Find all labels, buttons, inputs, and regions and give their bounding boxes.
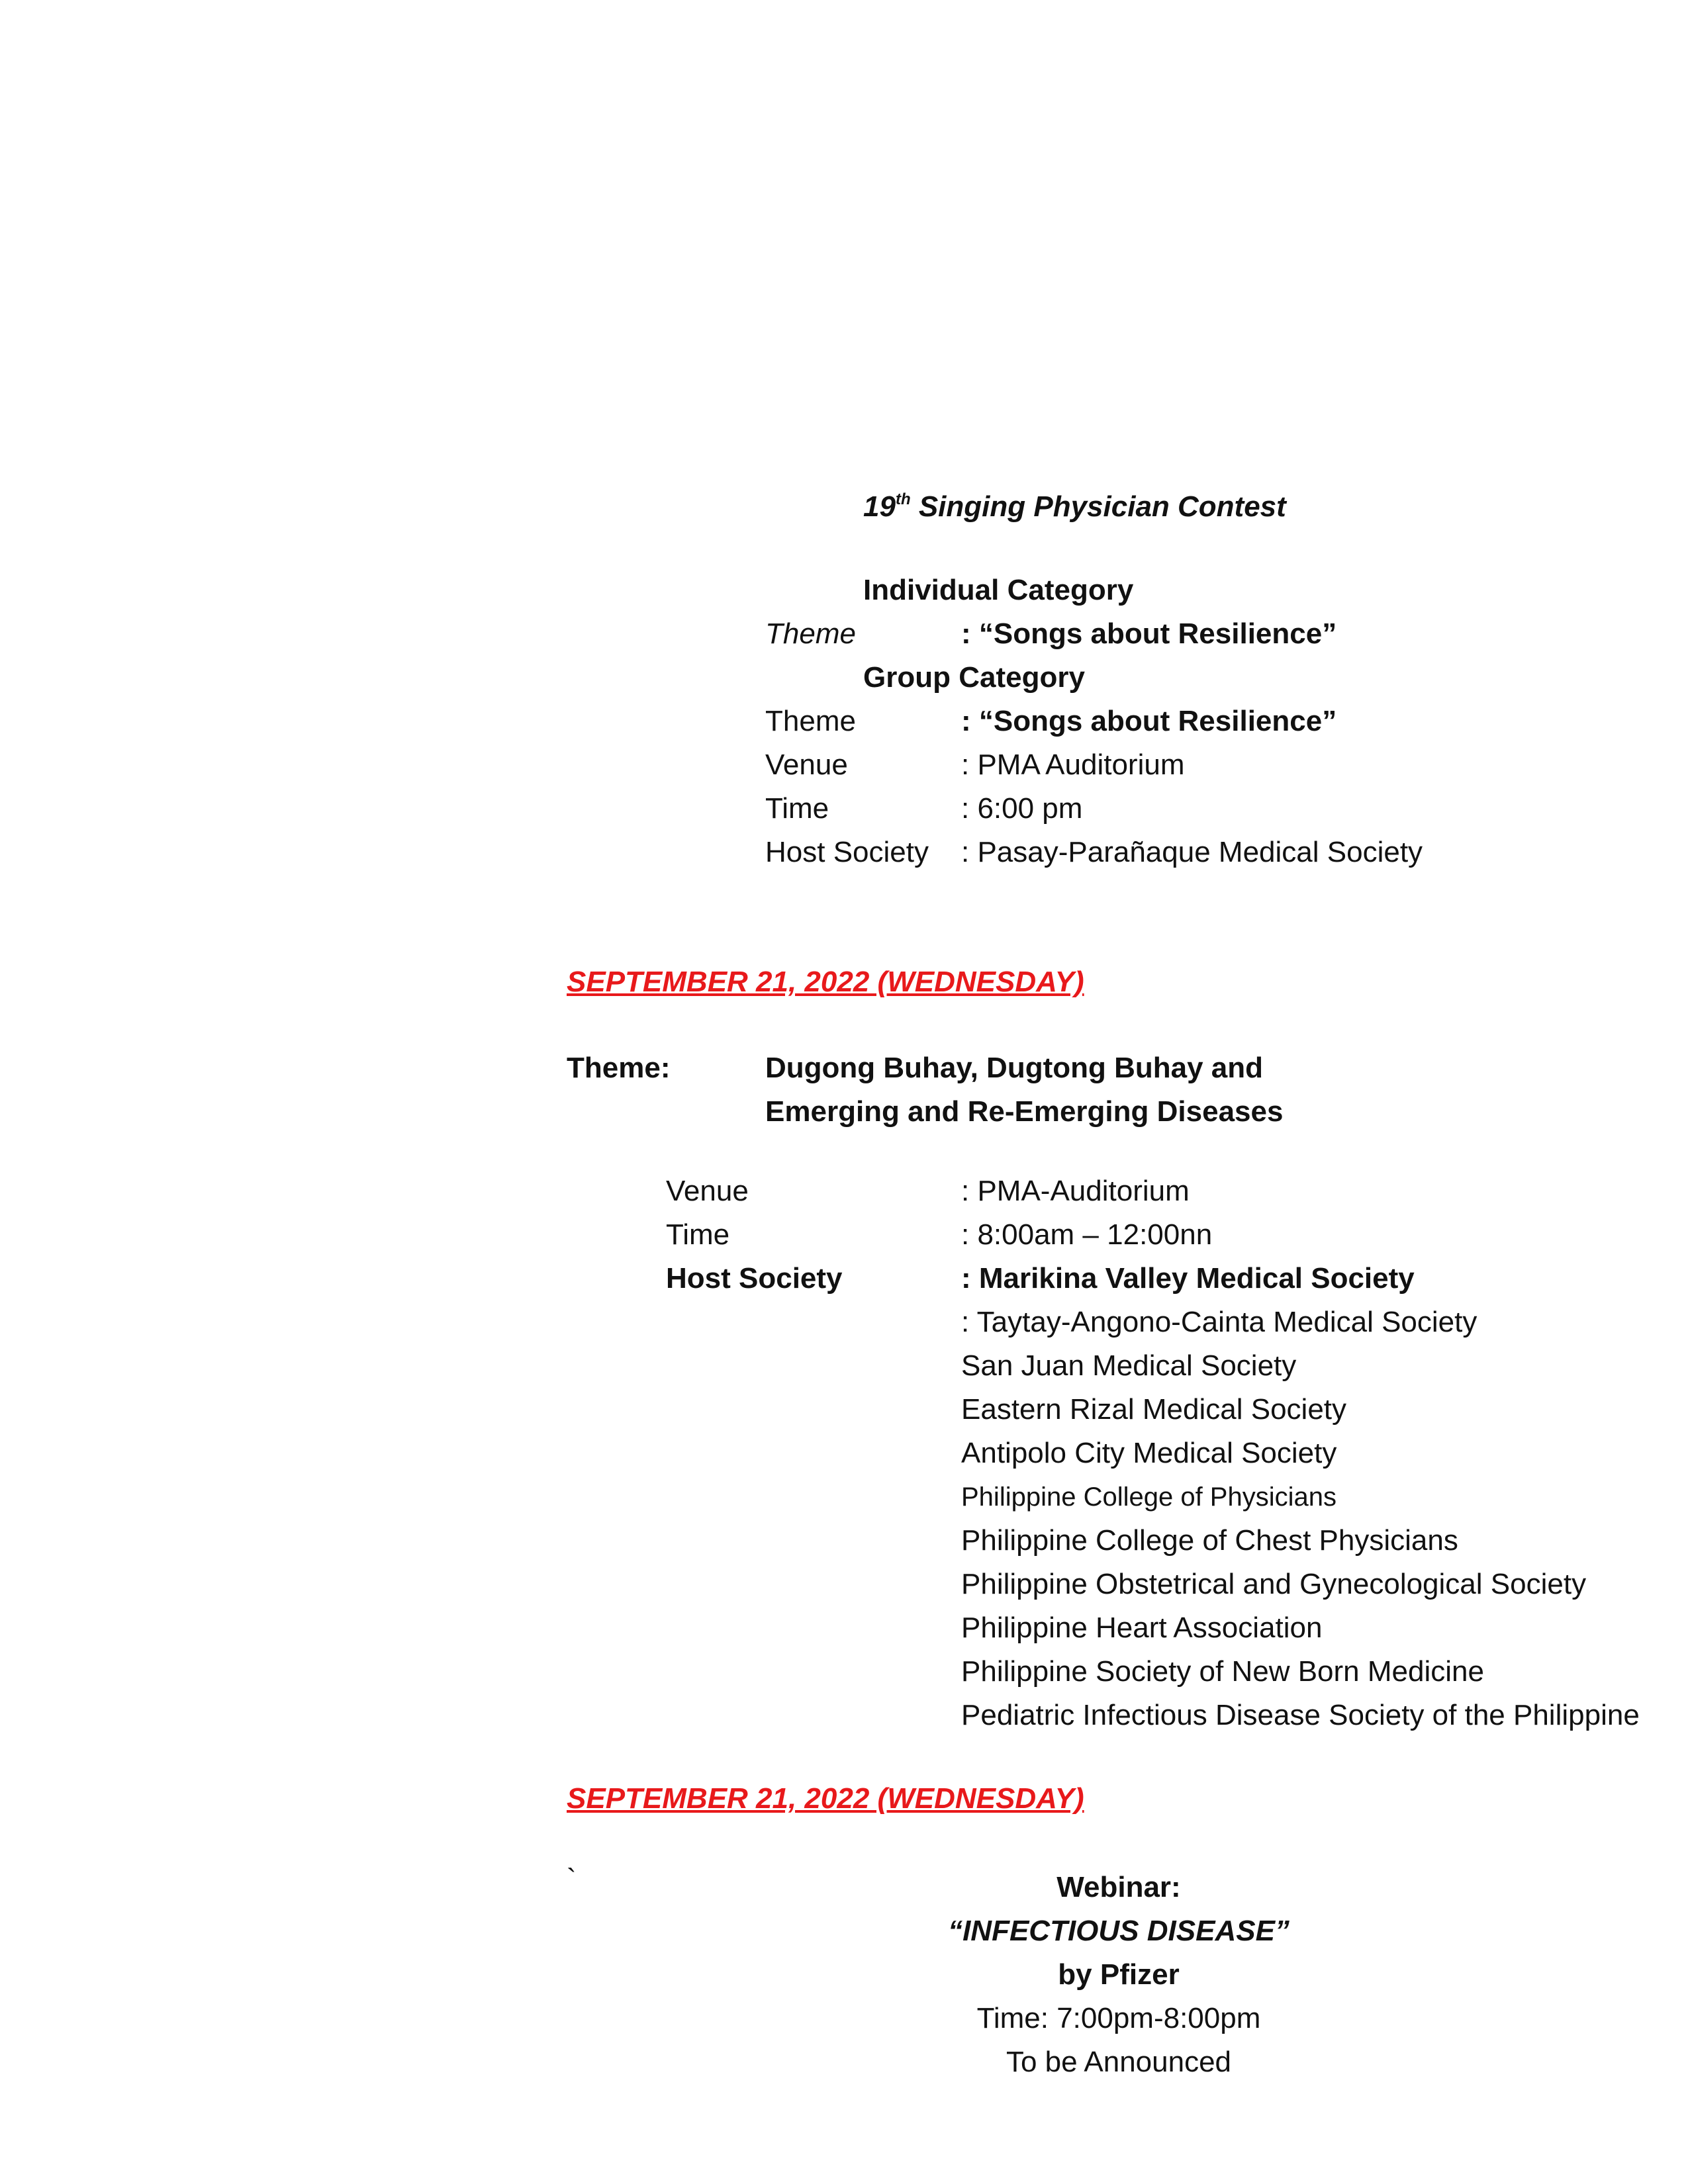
- host-society-item: Pediatric Infectious Disease Society of the Philippine: [961, 1699, 1640, 1731]
- day1-date-heading: SEPTEMBER 21, 2022 (WEDNESDAY): [567, 966, 1084, 998]
- day1-venue-label: Venue: [666, 1175, 749, 1207]
- webinar-note: To be Announced: [1006, 2046, 1232, 2078]
- day2-date-heading: SEPTEMBER 21, 2022 (WEDNESDAY): [567, 1782, 1084, 1815]
- host-society-item: Philippine Heart Association: [961, 1612, 1323, 1644]
- stray-backtick: `: [567, 1863, 577, 1895]
- contest-title-number: 19: [863, 490, 896, 523]
- host-society-item: : Taytay-Angono-Cainta Medical Society: [961, 1306, 1477, 1338]
- individual-theme-value: : “Songs about Resilience”: [961, 617, 1337, 650]
- day1-theme-line2: Emerging and Re-Emerging Diseases: [765, 1095, 1284, 1128]
- day1-theme-label: Theme:: [567, 1052, 671, 1084]
- webinar-label: Webinar:: [1056, 1871, 1181, 1903]
- group-theme-label: Theme: [765, 705, 856, 737]
- contest-venue-value: : PMA Auditorium: [961, 749, 1185, 781]
- webinar-time: Time: 7:00pm-8:00pm: [976, 2002, 1261, 2034]
- day1-time-value: : 8:00am – 12:00nn: [961, 1218, 1213, 1251]
- individual-theme-label: Theme: [765, 617, 856, 650]
- host-society-item: Eastern Rizal Medical Society: [961, 1393, 1347, 1426]
- webinar-title: “INFECTIOUS DISEASE”: [948, 1915, 1289, 1947]
- host-society-item: Philippine Obstetrical and Gynecological Society: [961, 1568, 1587, 1600]
- contest-title-text: Singing Physician Contest: [910, 490, 1286, 523]
- individual-category-heading: Individual Category: [863, 574, 1134, 606]
- group-theme-value: : “Songs about Resilience”: [961, 705, 1337, 737]
- host-society-item: Philippine College of Chest Physicians: [961, 1524, 1458, 1557]
- day1-host-label: Host Society: [666, 1262, 843, 1295]
- contest-time-label: Time: [765, 792, 829, 825]
- day1-venue-value: : PMA-Auditorium: [961, 1175, 1190, 1207]
- day1-time-label: Time: [666, 1218, 730, 1251]
- day1-theme-line1: Dugong Buhay, Dugtong Buhay and: [765, 1052, 1263, 1084]
- contest-venue-label: Venue: [765, 749, 848, 781]
- host-society-item: Antipolo City Medical Society: [961, 1437, 1337, 1469]
- host-society-item: Philippine Society of New Born Medicine: [961, 1655, 1484, 1688]
- host-society-item: : Marikina Valley Medical Society: [961, 1262, 1415, 1295]
- contest-host-label: Host Society: [765, 836, 929, 868]
- contest-time-value: : 6:00 pm: [961, 792, 1083, 825]
- contest-host-value: : Pasay-Parañaque Medical Society: [961, 836, 1423, 868]
- contest-title-superscript: th: [895, 490, 911, 508]
- host-society-item: San Juan Medical Society: [961, 1349, 1297, 1382]
- webinar-sponsor: by Pfizer: [1058, 1958, 1180, 1991]
- host-society-item: Philippine College of Physicians: [961, 1482, 1336, 1512]
- group-category-heading: Group Category: [863, 661, 1085, 694]
- contest-title: [863, 488, 1286, 525]
